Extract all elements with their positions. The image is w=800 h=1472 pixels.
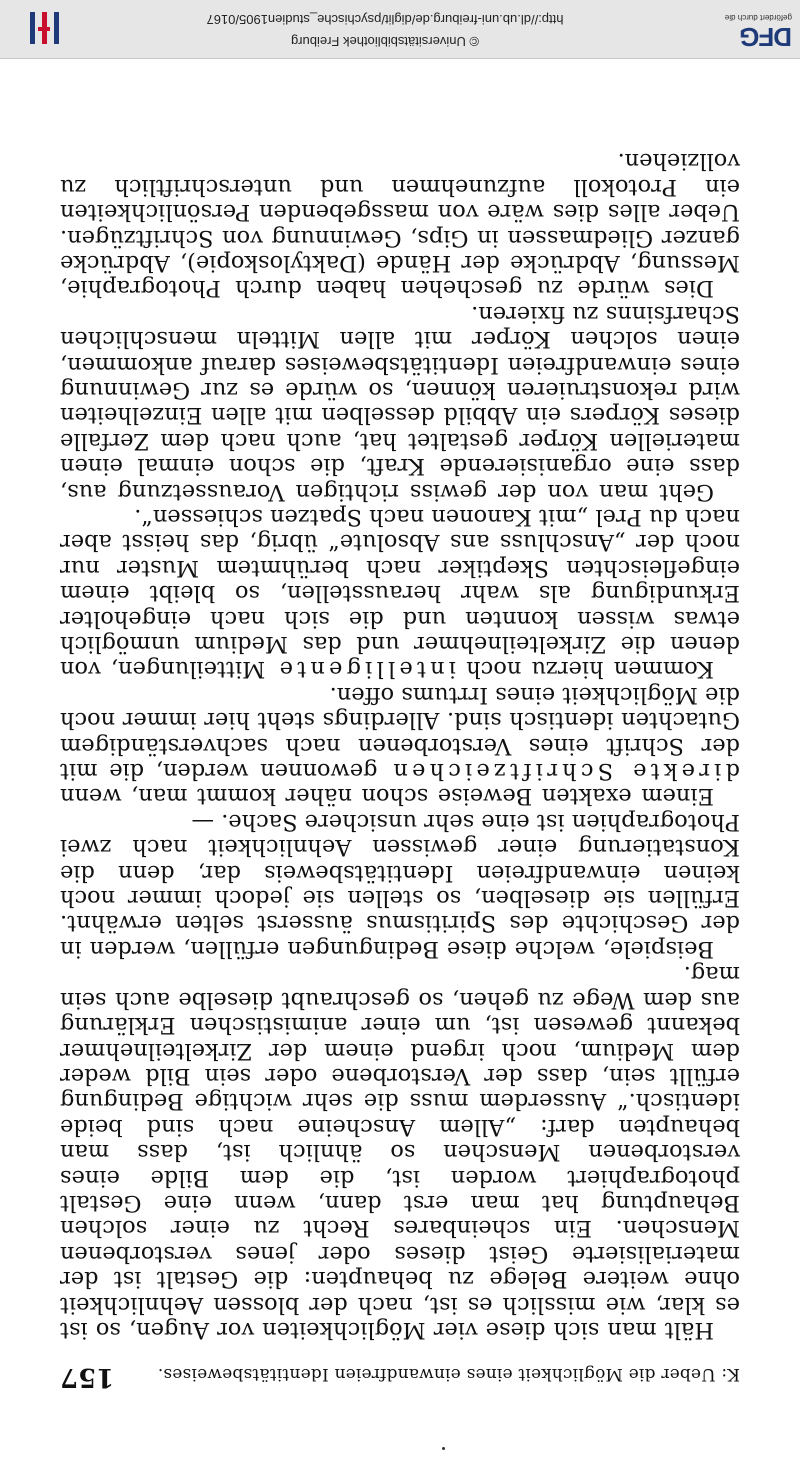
- paragraph-2: Beispiele, welche diese Bedingungen erfüllen, werden in der Geschichte des Spiritismus äusserst selten erwähnt. Erfüllen sie dieselben, so stellen sie jedoch immer noch keinen einwandfreien Identitätsbeweis dar, denn die Konstatierung einer gewissen Aehnlichkeit nach zwei Photographien ist eine sehr unsichere Sache. —: [60, 808, 740, 962]
- paragraph-5: Geht man von der gewiss richtigen Voraussetzung aus, dass eine organisierende Kraft, die schon einmal einen materiellen Körper gestaltet hat, auch nach dem Zerfalle dieses Körpers ein Abbild desselben mit allen Einzelheiten wird rekonstruieren können, so würde es zur Gewinnung eines einwandfreien Identitätsbeweises darauf ankommen, einen solchen Körper mit allen Mitteln menschlichen Scharfsinns zu fixieren.: [60, 300, 740, 505]
- paragraph-6: Dies würde zu geschehen haben durch Photographie, Messung, Abdrücke der Hände (Daktyloskopie), Abdrücke ganzer Gliedmassen in Gips, Gewinnung von Schriftzügen. Ueber alles dies wäre von massgebenden Persönlichkeiten ein Protokoll aufzunehmen und unterschriftlich zu vollziehen.: [60, 148, 740, 302]
- viewer-footer-bar: [0, 0, 800, 59]
- paragraph-3-emphasis: direkte Schriftzeichen: [389, 758, 740, 785]
- viewer-info: [120, 8, 650, 52]
- paragraph-4-end: Mitteilungen, von denen die Zirkelteilnehmer und das Medium unmöglich etwas wissen konnten und die sich nach eingeholter Erkundigung als wahr herausstellen, so bleibt einem eingefleischten Skeptiker nach berühmtem Muster nur noch der „Anschluss ans Absolute“ übrig, das heisst aber nach du Prel „mit Kanonen nach Spatzen schiessen“.: [59, 504, 740, 683]
- running-title: K: Ueber die Möglichkeit eines einwandfreien Identitätsbeweises.: [157, 1364, 740, 1384]
- dfg-logo-subtitle: gefördert durch die: [724, 13, 792, 22]
- ub-freiburg-logo-icon[interactable]: [24, 8, 64, 48]
- paragraph-3-start: Einem exakten Beweise schon näher kommt man, wenn: [60, 783, 714, 810]
- permalink-url[interactable]: http://dl.ub.uni-freiburg.de/diglit/psychische_studien1905/0167: [206, 12, 564, 27]
- paragraph-4: [60, 504, 740, 682]
- page-number: 157: [60, 1362, 115, 1392]
- paragraph-4-emphasis: intelligente: [275, 656, 457, 683]
- paragraph-1: Hält man sich diese vier Möglichkeiten vor Augen, so ist es klar, wie misslich es ist, nach der blossen Aehnlichkeit ohne weitere Belege zu behaupten: die Gestalt ist der materialisierte Geist dieses oder jenes verstorbenen Menschen. Ein scheinbares Recht zu einer solchen Behauptung hat man erst dann, wenn eine Gestalt photographiert worden ist, die dem Bilde eines verstorbenen Menschen so ähnlich ist, dass man behaupten darf: „Allem Anscheine nach sind beide identisch.“ Ausserdem muss die sehr wichtige Bedingung erfüllt sein, dass der Verstorbene oder sein Bild weder dem Medium, noch irgend einem der Zirkelteilnehmer bekannt gewesen ist, um einer animistischen Erklärung aus dem Wege zu gehen, so geschraubt dieselbe auch sein mag.: [60, 961, 740, 1343]
- page-mark: [442, 1447, 445, 1450]
- page-text: [60, 148, 740, 1342]
- dfg-logo-mark: DFG: [740, 22, 792, 52]
- paragraph-3-end: gewonnen werden, die mit der Schrift eines Verstorbenen nach sachverständigem Gutachten identisch sind. Allerdings steht hier immer noch die Möglichkeit eines Irrtums offen.: [60, 681, 740, 785]
- running-header: [60, 1362, 740, 1392]
- dfg-logo[interactable]: [702, 8, 792, 50]
- paragraph-3: [60, 681, 740, 808]
- copyright-notice: © Universitätsbibliothek Freiburg: [290, 34, 480, 49]
- paragraph-4-start: Kommen hierzu noch: [456, 656, 714, 683]
